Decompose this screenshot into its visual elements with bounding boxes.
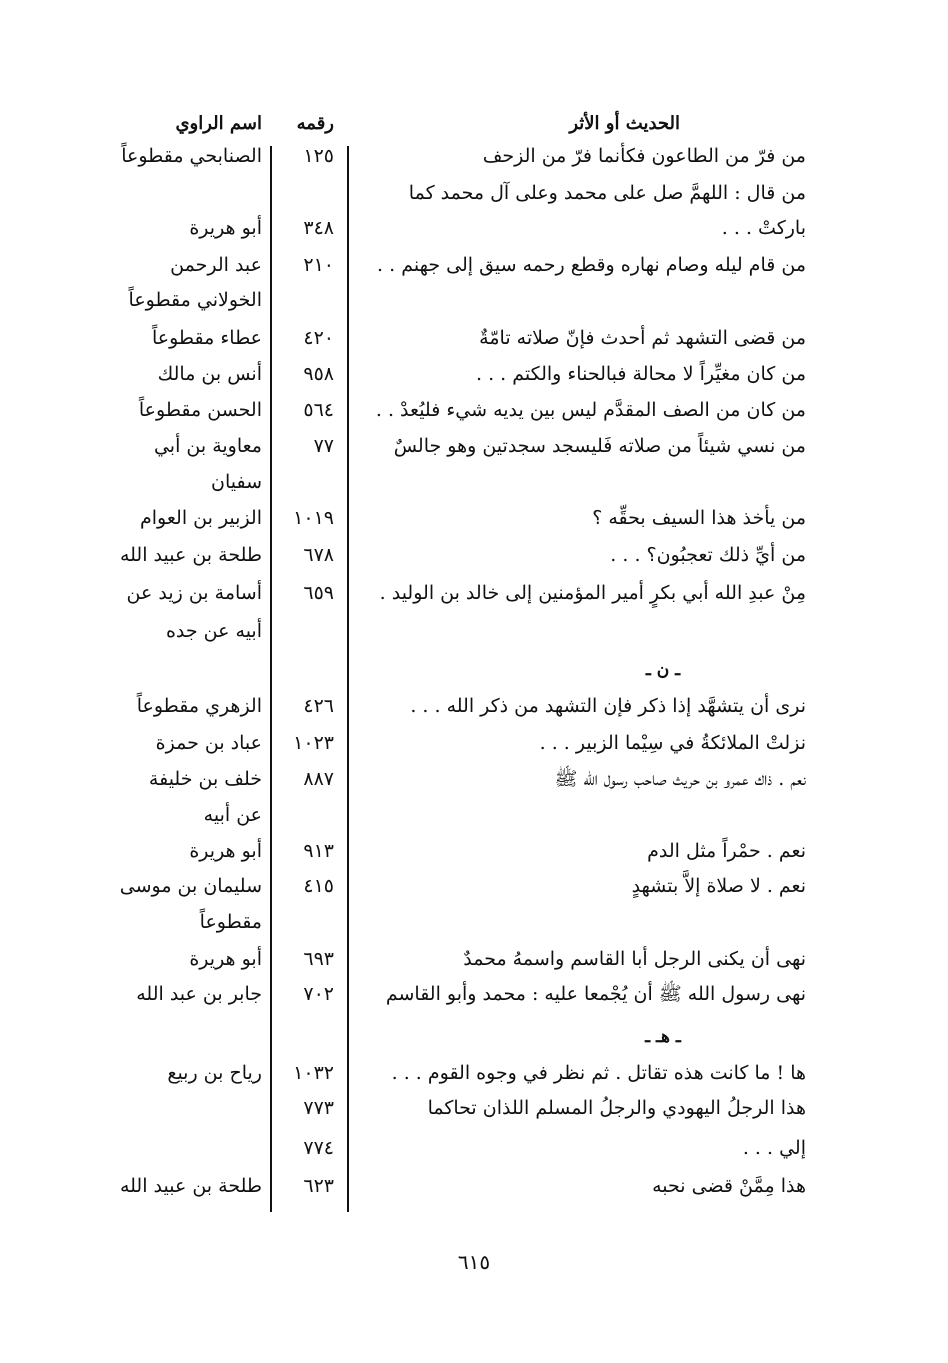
hadith-number: ٨٨٧	[303, 768, 334, 790]
narrator-name: سليمان بن موسى	[119, 875, 262, 897]
narrator-name: عبد الرحمن	[170, 254, 262, 276]
hadith-text: نهى أن يكنى الرجل أبا القاسم واسمهُ محمدٌ	[463, 948, 806, 970]
hadith-text: نعم . ذاك عمرو بن حريث صاحب رسول الله ﷺ	[554, 768, 806, 790]
narrator-name: خلف بن خليفة	[148, 768, 262, 790]
hadith-number: ٩١٣	[303, 840, 334, 862]
hadith-text: نهى رسول الله ﷺ أن يُجْمعا عليه : محمد وأبو القاسم	[385, 983, 806, 1005]
hadith-number: ٢١٠	[303, 254, 334, 276]
narrator-name: عن أبيه	[203, 804, 262, 826]
hadith-text: من فرّ من الطاعون فكأنما فرّ من الزحف	[482, 145, 806, 167]
section-heading-ha: ـ هـ ـ	[645, 1027, 681, 1047]
hadith-number: ٦٧٨	[303, 544, 334, 566]
hadith-text: من أيِّ ذلك تعجبُون؟ . . .	[610, 544, 806, 566]
narrator-name: الخولاني مقطوعاً	[128, 289, 262, 311]
narrator-name: عطاء مقطوعاً	[151, 327, 262, 349]
header-number-column: رقمه	[296, 113, 334, 134]
hadith-number: ١٠٢٣	[293, 732, 334, 754]
narrator-name: رياح بن ربيع	[167, 1062, 262, 1084]
hadith-number: ١٢٥	[303, 145, 334, 167]
narrator-name: الصنابحي مقطوعاً	[121, 145, 262, 167]
narrator-name: الزبير بن العوام	[140, 507, 262, 529]
narrator-name: مقطوعاً	[199, 911, 262, 933]
hadith-text: نعم . لا صلاة إلاَّ بتشهدٍ	[631, 875, 806, 897]
hadith-number: ١٠١٩	[293, 507, 334, 529]
hadith-number: ٧٧٤	[303, 1137, 334, 1159]
hadith-number: ٤٢٦	[303, 695, 334, 717]
hadith-text: ها ! ما كانت هذه تقاتل . ثم نظر في وجوه القوم . . .	[391, 1062, 806, 1084]
narrator-name: أنس بن مالك	[157, 363, 262, 385]
hadith-text: مِنْ عبدِ الله أبي بكرٍ أمير المؤمنين إلى خالد بن الوليد .	[379, 582, 806, 604]
header-hadith-column: الحديث أو الأثر	[569, 113, 680, 134]
narrator-name: معاوية بن أبي	[153, 435, 262, 457]
narrator-name: الحسن مقطوعاً	[138, 399, 262, 421]
narrator-name: عباد بن حمزة	[155, 732, 262, 754]
hadith-text: هذا الرجلُ اليهودي والرجلُ المسلم اللذان تحاكما	[427, 1097, 806, 1119]
hadith-number: ٧٠٢	[303, 983, 334, 1005]
narrator-name: الزهري مقطوعاً	[136, 695, 262, 717]
narrator-name: أبو هريرة	[189, 948, 262, 970]
hadith-text: باركتْ . . .	[721, 217, 806, 239]
narrator-name: أسامة بن زيد عن	[126, 582, 262, 604]
section-heading-nun: ـ ن ـ	[645, 660, 681, 680]
hadith-text: نزلتْ الملائكةُ في سِيْما الزبير . . .	[539, 732, 806, 754]
narrator-name: أبو هريرة	[189, 840, 262, 862]
hadith-number: ٩٥٨	[303, 363, 334, 385]
hadith-text: من نسي شيئاً من صلاته فَليسجد سجدتين وهو جالسٌ	[393, 435, 806, 457]
column-divider-right	[347, 146, 349, 1212]
hadith-number: ٧٧٣	[303, 1097, 334, 1119]
column-divider-left	[270, 146, 272, 1212]
narrator-name: جابر بن عبد الله	[136, 983, 262, 1005]
hadith-number: ٦٢٣	[303, 1175, 334, 1197]
hadith-number: ٦٥٩	[303, 582, 334, 604]
narrator-name: طلحة بن عبيد الله	[119, 1175, 262, 1197]
hadith-number: ٤١٥	[303, 875, 334, 897]
hadith-number: ٧٧	[313, 435, 334, 457]
narrator-name: أبو هريرة	[189, 217, 262, 239]
hadith-text: من قضى التشهد ثم أحدث فإنّ صلاته تامّةٌ	[479, 327, 806, 349]
hadith-text: هذا مِمَّنْ قضى نحبه	[652, 1175, 806, 1197]
hadith-text: نعم . حمْراً مثل الدم	[647, 840, 806, 862]
narrator-name: طلحة بن عبيد الله	[119, 544, 262, 566]
hadith-text: إلي . . .	[742, 1137, 806, 1159]
hadith-number: ١٠٣٢	[293, 1062, 334, 1084]
hadith-number: ٥٦٤	[303, 399, 334, 421]
hadith-text: من قام ليله وصام نهاره وقطع رحمه سيق إلى جهنم . .	[377, 254, 806, 276]
hadith-text: نرى أن يتشهَّد إذا ذكر فإن التشهد من ذكر الله . . .	[410, 695, 806, 717]
hadith-text: من قال : اللهمَّ صل على محمد وعلى آل محمد كما	[408, 182, 806, 204]
narrator-name: أبيه عن جده	[165, 620, 262, 642]
hadith-text: من كان من الصف المقدَّم ليس بين يديه شيء فليُعدْ . .	[375, 399, 806, 421]
hadith-number: ٦٩٣	[303, 948, 334, 970]
page-number: ٦١٥	[457, 1250, 491, 1274]
narrator-name: سفيان	[210, 471, 262, 493]
hadith-text: من يأخذ هذا السيف بحقِّه ؟	[592, 507, 806, 529]
hadith-text: من كان مغيِّراً لا محالة فبالحناء والكتم . . .	[475, 363, 806, 385]
hadith-number: ٣٤٨	[303, 217, 334, 239]
hadith-number: ٤٢٠	[303, 327, 334, 349]
header-narrator-column: اسم الراوي	[175, 113, 262, 134]
